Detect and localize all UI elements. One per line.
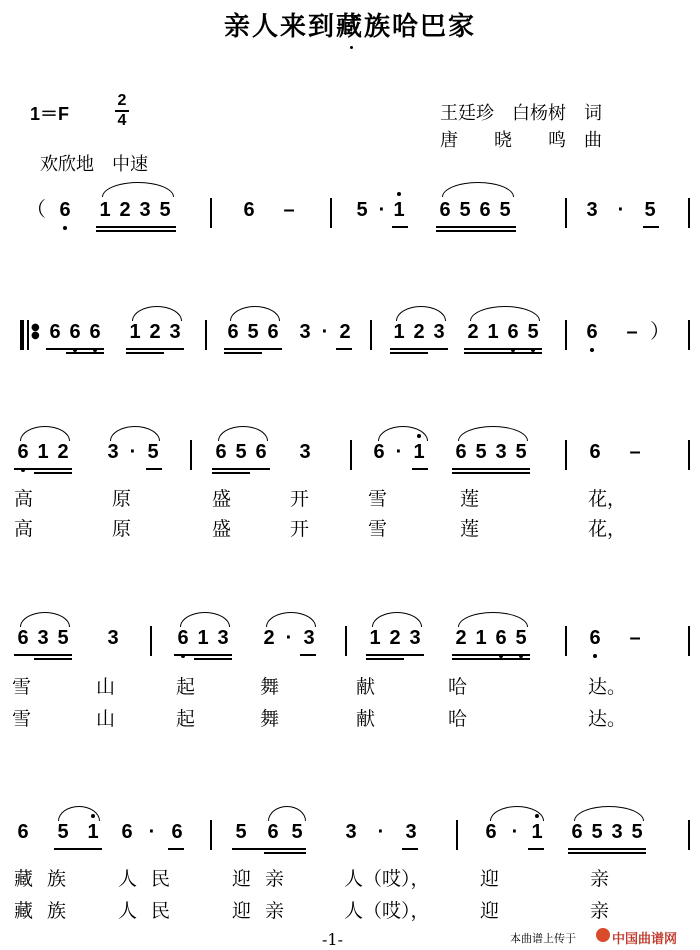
note: 2 [119, 199, 131, 221]
lyric: 舞 [260, 708, 280, 730]
note: 6 [588, 624, 602, 652]
lyric: 亲 [590, 900, 610, 922]
lyric: 迎亲 [232, 868, 299, 890]
lyric: 舞 [260, 676, 280, 698]
lyric: 山 [96, 676, 116, 698]
song-title: 亲人来到藏族哈巴家 [223, 12, 476, 42]
note: 6 [17, 627, 29, 649]
note: 3 [345, 821, 357, 843]
lyric: 藏族 [14, 900, 81, 922]
note: 2 [413, 321, 425, 343]
note: 2 [149, 321, 161, 343]
lyric: 起 [176, 708, 196, 730]
note: 1 [487, 321, 499, 343]
lyric: 迎亲 [232, 900, 299, 922]
lyric: 雪 [12, 708, 32, 730]
repeat-dots: ● ● [31, 322, 40, 341]
note: 5 [235, 821, 247, 843]
note: · [129, 441, 137, 463]
note: 6 [373, 441, 385, 463]
note: 6 [571, 821, 583, 843]
credits [440, 100, 602, 154]
note: 3 [433, 321, 445, 343]
note: 6 [479, 199, 491, 221]
note: 2 [389, 627, 401, 649]
note: 6 [16, 438, 30, 466]
note: 6 [17, 821, 29, 843]
note: 1 [86, 818, 100, 846]
note: 1 [393, 321, 405, 343]
composer-credit: 唐 晓 鸣 曲 [440, 130, 602, 151]
note: · [148, 821, 156, 843]
note: 1 [197, 627, 209, 649]
note: 5 [515, 441, 527, 463]
note: 5 [147, 441, 159, 463]
lyric: 达。 [588, 676, 627, 698]
lyric: 起 [176, 676, 196, 698]
site-logo-icon [596, 928, 610, 942]
note: 1 [412, 438, 426, 466]
lyric: 高 [14, 518, 34, 540]
staff-row-2 [0, 318, 700, 358]
site-name-link[interactable]: 中国曲谱网 [612, 932, 678, 947]
time-signature-top: 2 [117, 92, 127, 109]
note: 6 [88, 318, 102, 346]
staff-row-4 [0, 624, 700, 664]
lyric: 哈 [448, 708, 468, 730]
lyric: 献 [356, 676, 376, 698]
note: 6 [121, 821, 133, 843]
note: 1 [37, 441, 49, 463]
note: 6 [255, 441, 267, 463]
lyric: 献 [356, 708, 376, 730]
note: 6 [589, 441, 601, 463]
staff-row-1 [0, 196, 700, 236]
lyric: 哈 [448, 676, 468, 698]
note: 6 [455, 441, 467, 463]
note: – [629, 441, 641, 463]
lyric: 雪 [12, 676, 32, 698]
lyric: 高 [14, 488, 34, 510]
lyric: 开 [290, 488, 310, 510]
note: 1 [475, 627, 487, 649]
note: · [511, 821, 519, 843]
lyric: 亲 [590, 868, 610, 890]
note: 6 [267, 821, 279, 843]
note: 3 [303, 627, 315, 649]
note: 6 [68, 318, 82, 346]
note: 6 [243, 199, 255, 221]
lyric: 迎 [480, 868, 500, 890]
note: 5 [591, 821, 603, 843]
close-paren: ） [650, 321, 670, 343]
note: 6 [215, 441, 227, 463]
note: 3 [169, 321, 181, 343]
note: 1 [99, 199, 111, 221]
note: 5 [235, 441, 247, 463]
lyric: 人民 [118, 868, 185, 890]
note: · [285, 627, 293, 649]
note: 6 [485, 821, 497, 843]
note: 3 [495, 441, 507, 463]
note: · [377, 821, 385, 843]
note: 1 [392, 196, 406, 224]
note: – [626, 321, 638, 343]
note: 6 [49, 321, 61, 343]
note: 3 [37, 627, 49, 649]
lyric: 盛 [212, 518, 232, 540]
lyric: 人民 [118, 900, 185, 922]
note: 5 [159, 199, 171, 221]
open-paren: （ [26, 199, 46, 221]
note: 5 [247, 321, 259, 343]
staff-row-5 [0, 818, 700, 858]
lyric: 迎 [480, 900, 500, 922]
note: 5 [526, 318, 540, 346]
note: 3 [139, 199, 151, 221]
note: 6 [267, 321, 279, 343]
note: 3 [299, 321, 311, 343]
note: · [617, 199, 625, 221]
lyric: 盛 [212, 488, 232, 510]
note: 5 [631, 821, 643, 843]
lyric: 原 [112, 488, 132, 510]
title-dot [350, 46, 353, 49]
lyric: 莲 [460, 518, 480, 540]
note: · [321, 321, 329, 343]
note: 6 [171, 821, 183, 843]
note: 2 [455, 627, 467, 649]
note: 6 [227, 321, 239, 343]
note: 3 [409, 627, 421, 649]
note: 5 [356, 199, 368, 221]
note: 3 [299, 441, 311, 463]
note: 5 [291, 821, 303, 843]
lyricist-credit: 王廷珍 白杨树 词 [440, 103, 602, 124]
note: 5 [644, 199, 656, 221]
lyric: 原 [112, 518, 132, 540]
note: 2 [263, 627, 275, 649]
note: 5 [475, 441, 487, 463]
lyric: 雪 [368, 488, 388, 510]
note: 5 [57, 821, 69, 843]
lyric: 花， [588, 518, 627, 540]
note: 5 [514, 624, 528, 652]
lyric: 藏族 [14, 868, 81, 890]
note: 6 [176, 624, 190, 652]
lyric: 雪 [368, 518, 388, 540]
note: 5 [499, 199, 511, 221]
lyric: 莲 [460, 488, 480, 510]
lyric: 达。 [588, 708, 627, 730]
note: – [283, 199, 295, 221]
tempo-marking: 欢欣地 中速 [40, 154, 148, 175]
note: 3 [217, 627, 229, 649]
staff-row-3 [0, 438, 700, 478]
note: 3 [107, 441, 119, 463]
lyric: 花， [588, 488, 627, 510]
note: 2 [467, 321, 479, 343]
note: 3 [107, 627, 119, 649]
lyric: 开 [290, 518, 310, 540]
note: 3 [405, 821, 417, 843]
note: 3 [586, 199, 598, 221]
upload-note: 本曲谱上传于 [510, 932, 576, 945]
note: 1 [530, 818, 544, 846]
note: 1 [369, 627, 381, 649]
note: – [629, 627, 641, 649]
note: · [395, 441, 403, 463]
note: 1 [129, 321, 141, 343]
time-signature [113, 92, 131, 130]
note: 5 [57, 627, 69, 649]
note: 5 [459, 199, 471, 221]
lyric: 山 [96, 708, 116, 730]
lyric: 人（哎）， [344, 868, 430, 890]
page-number: -1- [322, 930, 343, 949]
note: 2 [57, 441, 69, 463]
note: 6 [439, 199, 451, 221]
note: 6 [506, 318, 520, 346]
note: 6 [494, 624, 508, 652]
note: 6 [585, 318, 599, 346]
key-signature: 1＝F [30, 104, 70, 124]
time-signature-bottom: 4 [117, 111, 127, 129]
note: · [378, 199, 386, 221]
note: 6 [58, 196, 72, 224]
note: 2 [339, 321, 351, 343]
note: 3 [611, 821, 623, 843]
lyric: 人（哎）， [344, 900, 430, 922]
